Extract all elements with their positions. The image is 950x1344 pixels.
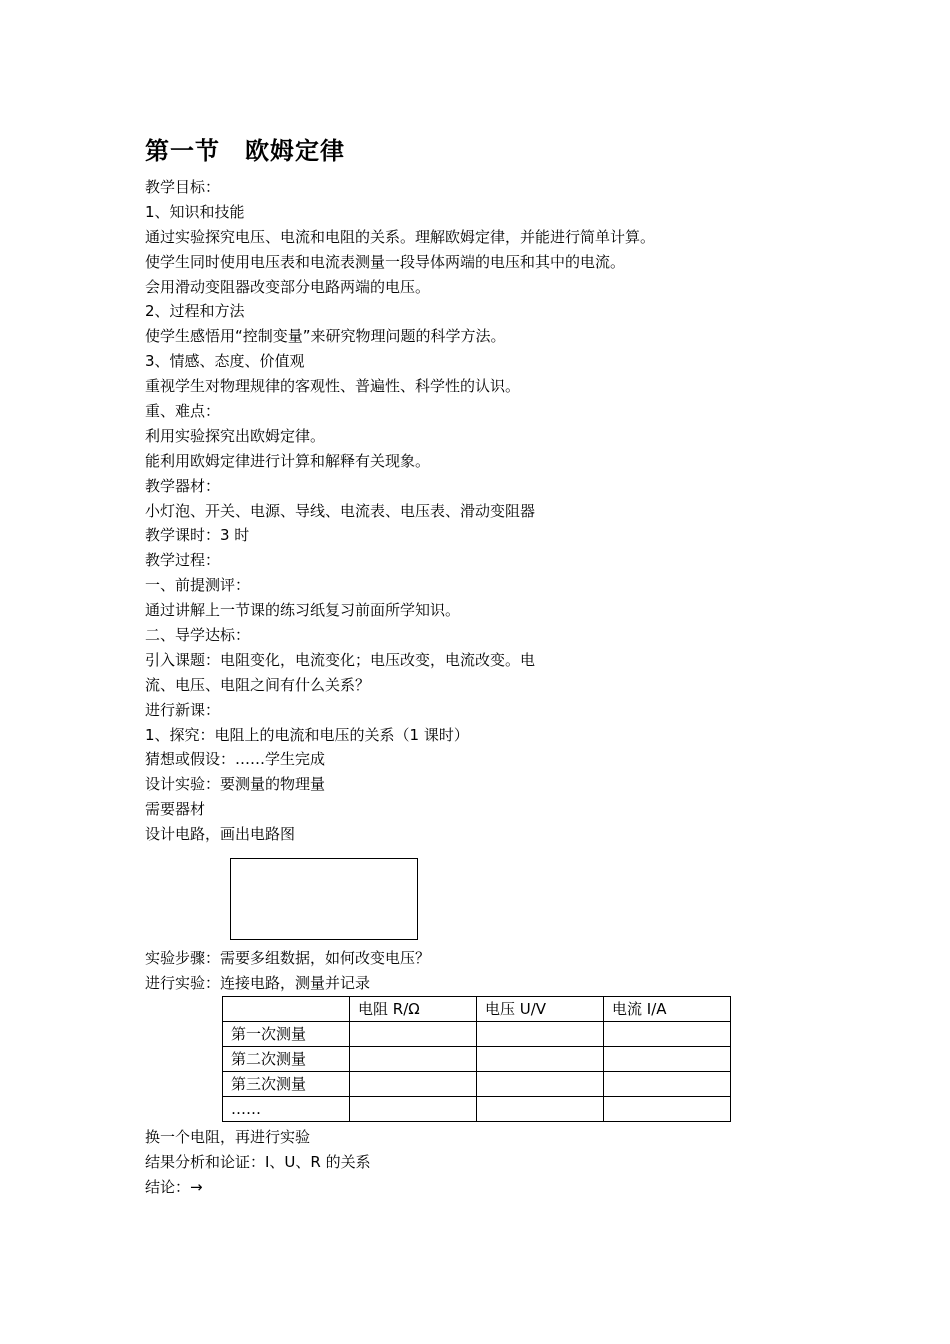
- text-line: 教学课时：3 时: [145, 526, 250, 545]
- text-line: 进行实验：连接电路，测量并记录: [145, 973, 371, 992]
- table-row: [223, 1097, 731, 1122]
- text-line: 重视学生对物理规律的客观性、普遍性、科学性的认识。: [145, 377, 521, 396]
- table-cell: [350, 1047, 477, 1072]
- page-title: 第一节 欧姆定律: [145, 137, 345, 165]
- table-header-cell: 电压 U/V: [477, 997, 604, 1022]
- text-line: 教学器材：: [145, 476, 221, 495]
- text-line: 1、探究：电阻上的电流和电压的关系（1 课时）: [145, 725, 469, 744]
- text-line: 猜想或假设：……学生完成: [145, 750, 326, 769]
- table-row: [223, 1072, 731, 1097]
- conclusion-section: [145, 1125, 785, 1200]
- table-cell: [477, 1097, 604, 1122]
- table-header-row: [223, 997, 731, 1022]
- table-cell: [350, 1072, 477, 1097]
- text-line: 重、难点：: [145, 402, 221, 421]
- lesson-body: [145, 175, 785, 847]
- table-cell: 第一次测量: [223, 1022, 350, 1047]
- text-line: 二、导学达标：: [145, 626, 251, 645]
- text-line: 使学生同时使用电压表和电流表测量一段导体两端的电压和其中的电流。: [145, 252, 626, 271]
- table-cell: ……: [223, 1097, 350, 1122]
- experiment-steps: [145, 946, 785, 996]
- text-line: 使学生感悟用“控制变量”来研究物理问题的科学方法。: [145, 327, 506, 346]
- text-line: 需要器材: [145, 800, 206, 819]
- text-line: 教学目标：: [145, 178, 221, 196]
- text-line: 设计电路，画出电路图: [145, 825, 296, 844]
- text-line: 会用滑动变阻器改变部分电路两端的电压。: [145, 277, 431, 296]
- table-cell: [477, 1047, 604, 1072]
- text-line: 2、过程和方法: [145, 302, 245, 321]
- table-cell: [477, 1022, 604, 1047]
- text-line: 小灯泡、开关、电源、导线、电流表、电压表、滑动变阻器: [145, 501, 536, 520]
- text-line: 利用实验探究出欧姆定律。: [145, 426, 326, 445]
- table-cell: [350, 1097, 477, 1122]
- text-line: 进行新课：: [145, 700, 221, 719]
- table-cell: 第三次测量: [223, 1072, 350, 1097]
- text-line: 设计实验：要测量的物理量: [145, 775, 326, 794]
- text-line: 换一个电阻，再进行实验: [145, 1128, 311, 1146]
- text-line: 通过讲解上一节课的练习纸复习前面所学知识。: [145, 601, 461, 620]
- text-line: 1、知识和技能: [145, 202, 245, 221]
- table-header-cell: 电阻 R/Ω: [350, 997, 477, 1022]
- table-header-cell: [223, 997, 350, 1022]
- table-row: [223, 1047, 731, 1072]
- table-cell: 第二次测量: [223, 1047, 350, 1072]
- text-line: 流、电压、电阻之间有什么关系？: [145, 675, 371, 694]
- text-line: 一、前提测评：: [145, 576, 251, 595]
- text-line: 通过实验探究电压、电流和电阻的关系。理解欧姆定律，并能进行简单计算。: [145, 227, 656, 246]
- text-line: 能利用欧姆定律进行计算和解释有关现象。: [145, 451, 431, 470]
- table-cell: [350, 1022, 477, 1047]
- table-cell: [604, 1047, 731, 1072]
- table-cell: [604, 1072, 731, 1097]
- text-line: 实验步骤：需要多组数据，如何改变电压？: [145, 949, 431, 967]
- measurement-table: [222, 996, 731, 1122]
- table-cell: [477, 1072, 604, 1097]
- table-cell: [604, 1022, 731, 1047]
- table-header-cell: 电流 I/A: [604, 997, 731, 1022]
- text-line: 引入课题：电阻变化，电流变化；电压改变，电流改变。电: [145, 650, 536, 669]
- table-cell: [604, 1097, 731, 1122]
- text-line: 3、情感、态度、价值观: [145, 352, 305, 371]
- text-line: 结论：→: [145, 1177, 203, 1196]
- text-line: 教学过程：: [145, 551, 221, 570]
- table-row: [223, 1022, 731, 1047]
- text-line: 结果分析和论证：I、U、R 的关系: [145, 1152, 371, 1171]
- circuit-diagram-box: [230, 858, 418, 940]
